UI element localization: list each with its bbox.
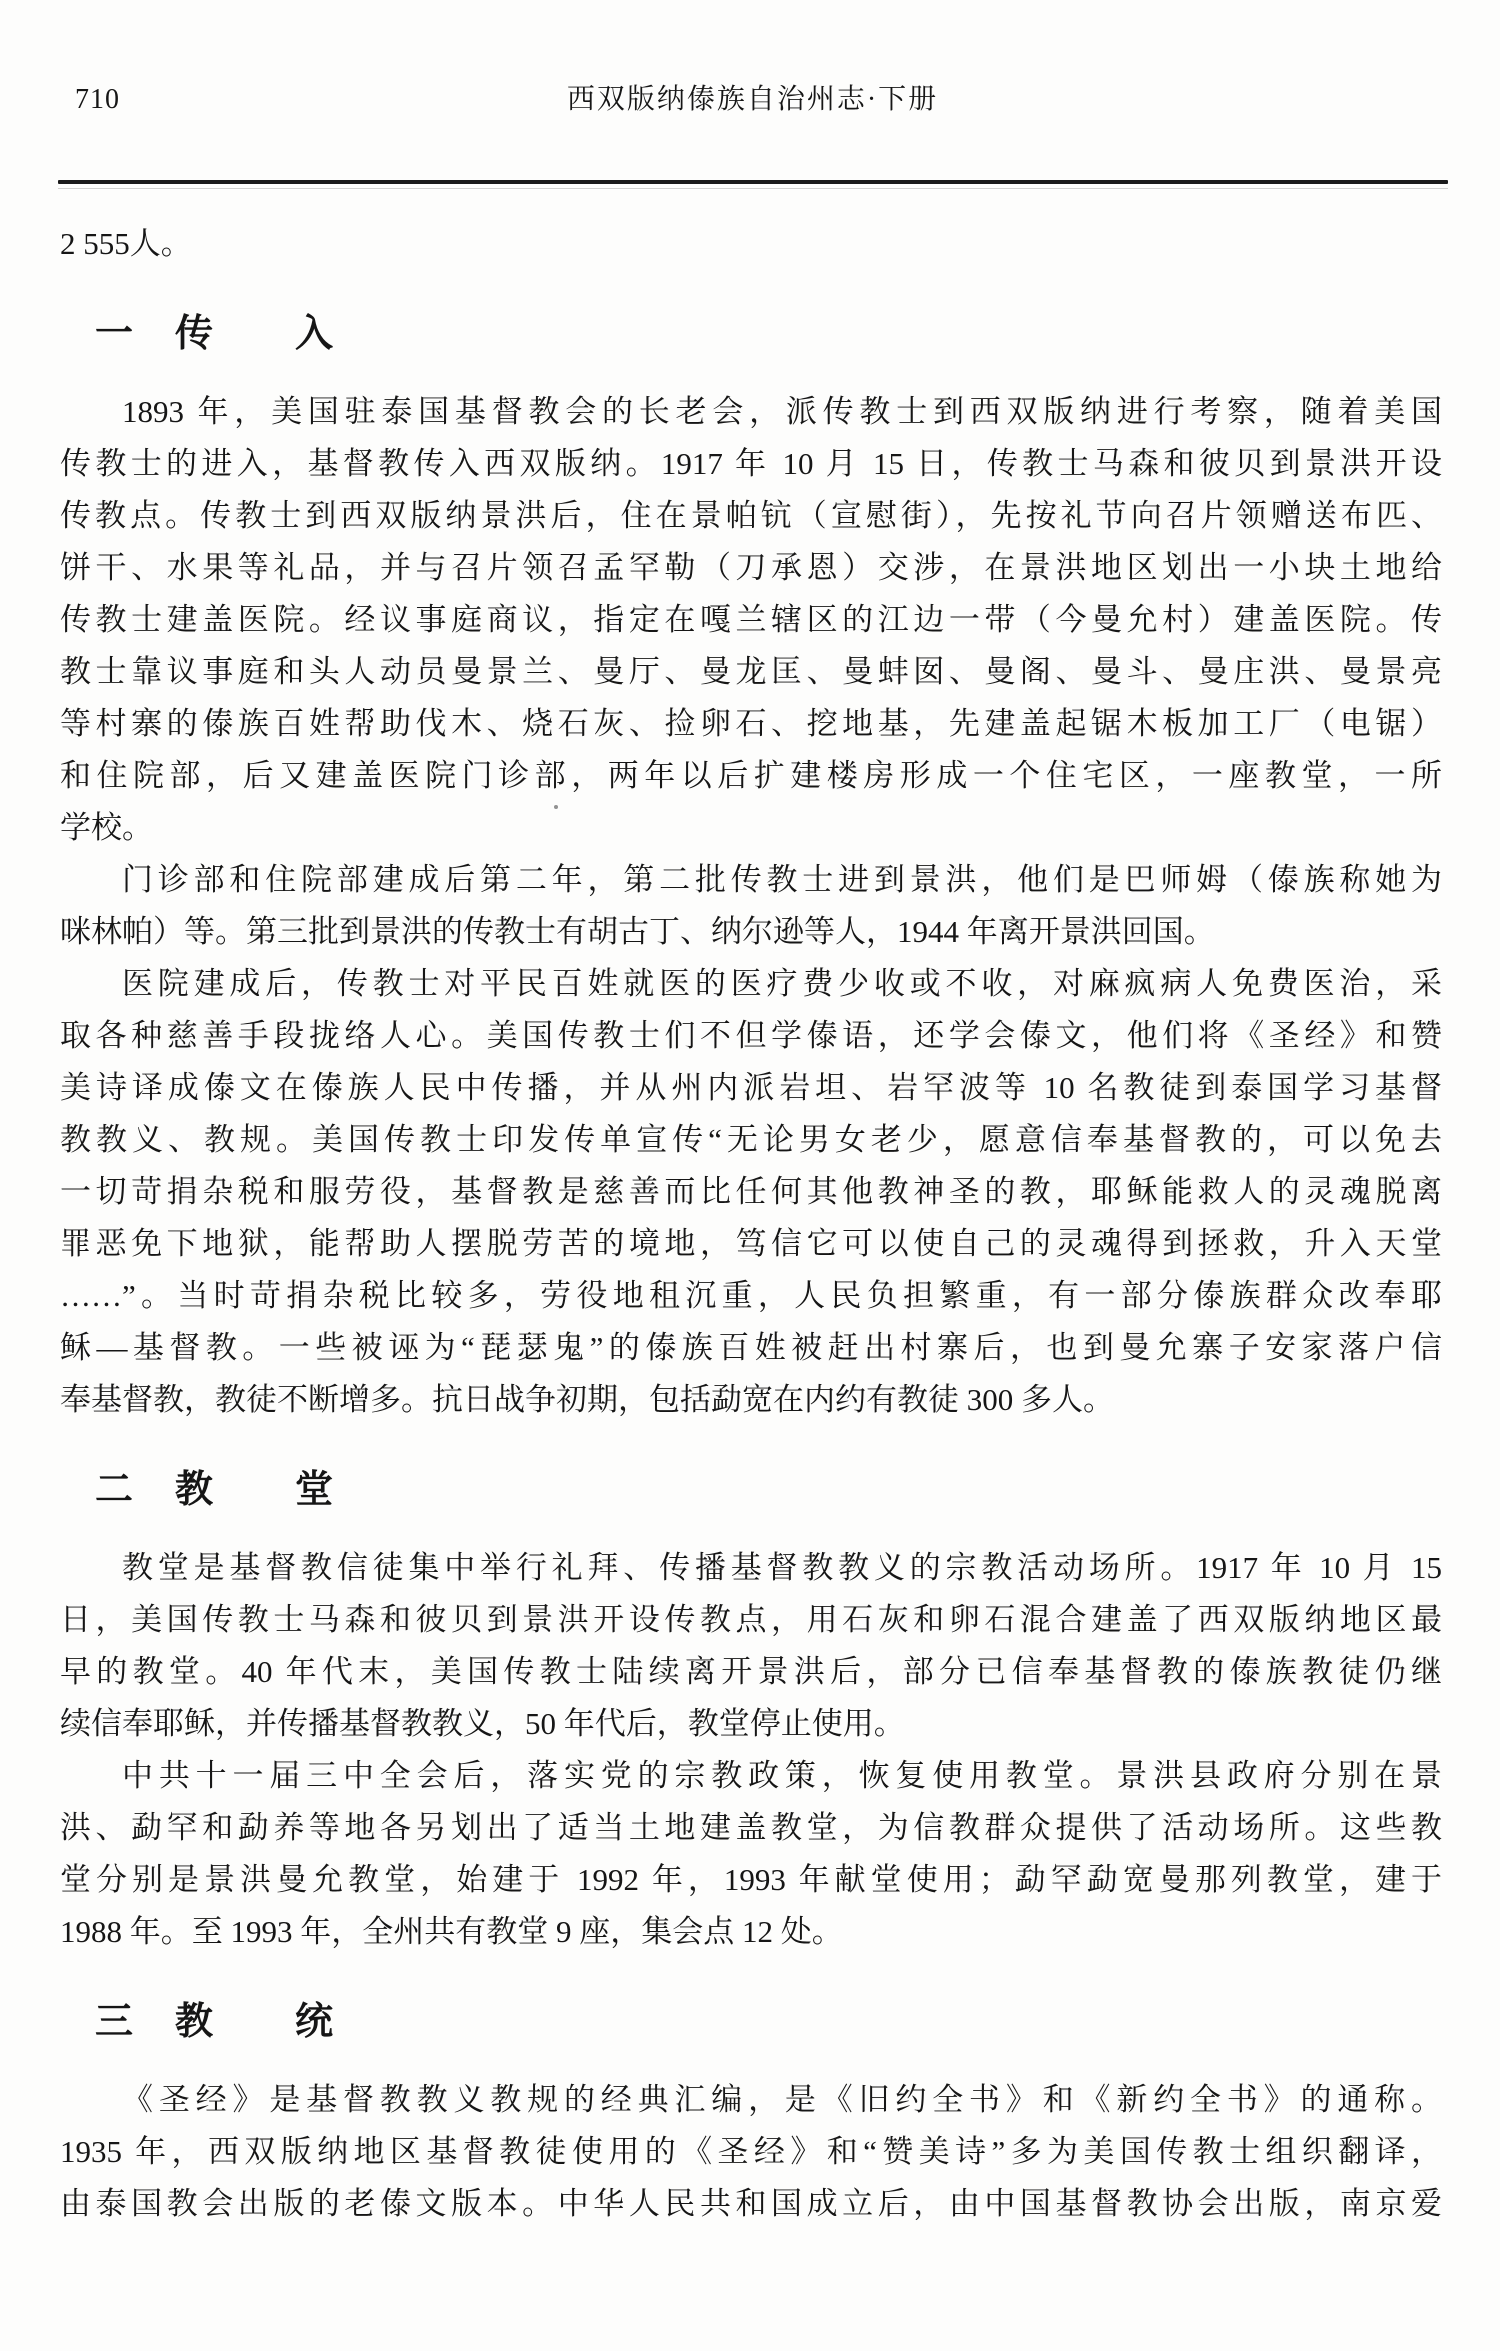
paragraph-line: 教教义、教规。美国传教士印发传单宣传“无论男女老少，愿意信奉基督教的，可以免去 [60,1122,1442,1157]
paragraph-line: 学校。 [60,810,153,845]
paragraph-line: ……”。当时苛捐杂税比较多，劳役地租沉重，人民负担繁重，有一部分傣族群众改奉耶 [60,1278,1442,1313]
paragraph-line: 等村寨的傣族百姓帮助伐木、烧石灰、捡卵石、挖地基，先建盖起锯木板加工厂（电锯） [60,706,1442,741]
paragraph-line: 1893 年，美国驻泰国基督教会的长老会，派传教士到西双版纳进行考察，随着美国 [122,394,1442,429]
paragraph-line: 中共十一届三中全会后，落实党的宗教政策，恢复使用教堂。景洪县政府分别在景 [122,1758,1442,1793]
sections-container [60,304,1442,2230]
paragraph-line: 门诊部和住院部建成后第二年，第二批传教士进到景洪，他们是巴师姆（傣族称她为 [122,862,1442,897]
carryover-paragraph-line: 2 555人。 [60,226,192,261]
paragraph-line: 续信奉耶稣，并传播基督教教义，50 年代后，教堂停止使用。 [60,1706,905,1741]
paragraph-line: 取各种慈善手段拢络人心。美国传教士们不但学傣语，还学会傣文，他们将《圣经》和赞 [60,1018,1442,1053]
page-body [60,218,1442,2230]
paragraph-line: 1935 年，西双版纳地区基督教徒使用的《圣经》和“赞美诗”多为美国传教士组织翻译， [60,2134,1442,2169]
paragraph-line: 堂分别是景洪曼允教堂，始建于 1992 年，1993 年献堂使用；勐罕勐宽曼那列教堂，建于 [60,1862,1442,1897]
running-header-title: 西双版纳傣族自治州志·下册 [566,84,939,115]
paragraph-line: 稣—基督教。一些被诬为“琵瑟鬼”的傣族百姓被赶出村寨后，也到曼允寨子安家落户信 [60,1330,1442,1365]
paragraph-line: 罪恶免下地狱，能帮助人摆脱劳苦的境地，笃信它可以使自己的灵魂得到拯救，升入天堂 [60,1226,1442,1261]
paragraph-line: 《圣经》是基督教教义教规的经典汇编，是《旧约全书》和《新约全书》的通称。 [122,2082,1442,2117]
paragraph-line: 教士靠议事庭和头人动员曼景兰、曼厅、曼龙匡、曼蚌囡、曼阁、曼斗、曼庄洪、曼景亮 [60,654,1442,689]
page-number: 710 [75,84,120,115]
header-rule [58,180,1448,192]
section-heading: 三 教 统 [95,2001,336,2043]
paragraph-line: 和住院部，后又建盖医院门诊部，两年以后扩建楼房形成一个住宅区，一座教堂，一所 [60,758,1442,793]
paragraph-line: 传教士的进入，基督教传入西双版纳。1917 年 10 月 15 日，传教士马森和彼贝到景洪开设 [60,446,1442,481]
paragraph-line: 洪、勐罕和勐养等地各另划出了适当土地建盖教堂，为信教群众提供了活动场所。这些教 [60,1810,1442,1845]
paragraph-line: 医院建成后，传教士对平民百姓就医的医疗费少收或不收，对麻疯病人免费医治，采 [122,966,1442,1001]
paragraph-line: 日，美国传教士马森和彼贝到景洪开设传教点，用石灰和卵石混合建盖了西双版纳地区最 [60,1602,1442,1637]
paragraph-line: 早的教堂。40 年代末，美国传教士陆续离开景洪后，部分已信奉基督教的傣族教徒仍继 [60,1654,1442,1689]
paragraph-line: 一切苛捐杂税和服劳役，基督教是慈善而比任何其他教神圣的教，耶稣能救人的灵魂脱离 [60,1174,1442,1209]
section-heading: 二 教 堂 [95,1469,336,1511]
header-rule-thick-line [58,180,1448,184]
paragraph-line: 美诗译成傣文在傣族人民中传播，并从州内派岩坦、岩罕波等 10 名教徒到泰国学习基督 [60,1070,1442,1105]
paragraph-line: 1988 年。至 1993 年，全州共有教堂 9 座，集会点 12 处。 [60,1914,843,1949]
scan-artifact-dot [554,805,558,809]
paragraph-line: 传教点。传教士到西双版纳景洪后，住在景帕钪（宣慰街），先按礼节向召片领赠送布匹、 [60,498,1442,533]
paragraph-line: 由泰国教会出版的老傣文版本。中华人民共和国成立后，由中国基督教协会出版，南京爱 [60,2186,1442,2221]
paragraph-line: 奉基督教，教徒不断增多。抗日战争初期，包括勐宽在内约有教徒 300 多人。 [60,1382,1114,1417]
paragraph-line: 咪林帕）等。第三批到景洪的传教士有胡古丁、纳尔逊等人，1944 年离开景洪回国。 [60,914,1215,949]
paragraph-line: 传教士建盖医院。经议事庭商议，指定在嘎兰辖区的江边一带（今曼允村）建盖医院。传 [60,602,1442,637]
section-heading: 一 传 入 [95,313,336,355]
header-rule-thin-line [58,188,1448,189]
paragraph-line: 饼干、水果等礼品，并与召片领召孟罕勒（刀承恩）交涉，在景洪地区划出一小块土地给 [60,550,1442,585]
paragraph-line: 教堂是基督教信徒集中举行礼拜、传播基督教教义的宗教活动场所。1917 年 10 月 15 [122,1550,1442,1585]
running-header [60,82,1445,122]
